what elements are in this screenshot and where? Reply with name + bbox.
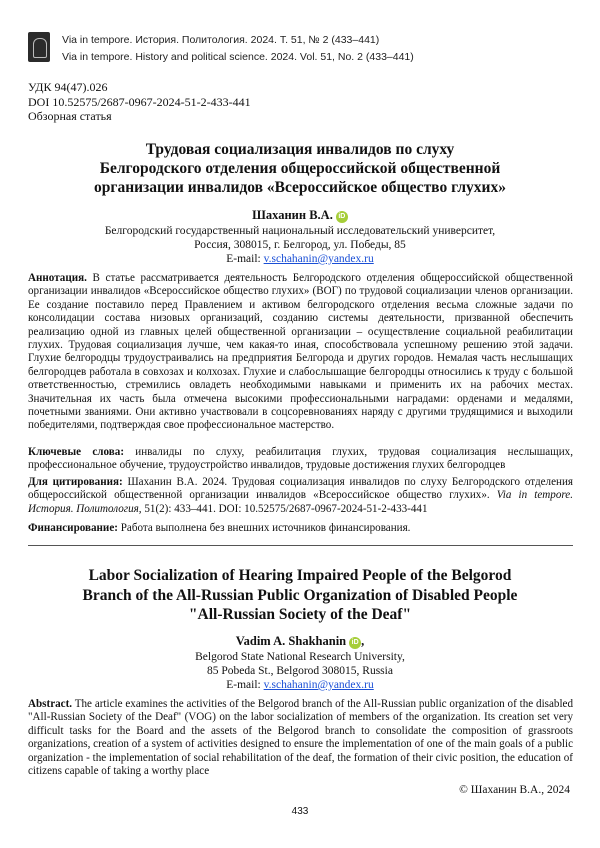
en-author-name: Vadim A. Shakhanin [235,634,347,648]
ru-affil-line: Россия, 308015, г. Белгород, ул. Победы, 85 [194,239,406,251]
ru-title-line: Белгородского отделения общероссийской общественной [99,160,501,177]
udk: УДК 94(47).026 [28,80,108,94]
en-affil-line: 85 Pobeda St., Belgorod 308015, Russia [207,665,393,677]
ru-citation-rest: 51(2): 433–441. DOI: 10.52575/2687-0967-2024-51-2-433-441 [141,502,428,515]
article-meta [28,80,251,124]
ru-email-label: E-mail: [226,253,264,265]
ru-citation-journal: Via in tempore. История. Политология, [28,489,573,515]
header-line-en: Via in tempore. History and political science. 2024. Vol. 51, No. 2 (433–441) [62,51,414,63]
ru-keywords [28,446,573,473]
ru-citation-label: Для цитирования: [28,476,123,488]
en-email-link[interactable]: v.schahanin@yandex.ru [263,679,374,691]
en-author: Vadim A. Shakhanin iD , [235,634,365,648]
ru-title-line: Трудовая социализация инвалидов по слуху [145,141,455,158]
ru-affil-line: Белгородский государственный национальный исследовательский университет, [104,225,496,237]
en-affil-line: Belgorod State National Research University, [195,651,405,663]
en-title [30,566,570,625]
en-abstract [28,698,573,778]
copyright: © Шаханин В.А., 2024 [459,784,570,796]
ru-abstract-text: В статье рассматривается деятельность Белгородского отделения общероссийской общественной организации инвалидов «Всероссийское общество глухих» (ВОГ) по трудовой социализации членов организации. Ее создание поставило перед Правлением и активом белгородского отделения весьма сложные задачи по консолидации состава низовых организаций, созданию системы деятельности, призванной обеспечить реализацию одной из главных целей общественной организации – осуществление социальной реабилитации глухих. Трудовая социализация лучше, чем какая-то иная, способствовала успешному решению этой задачи. Глухие белгородцы трудоустраивались на предприятия Белгорода и других городов. Немалая часть неслышащих белгородцев работала в совхозах и колхозах. Глухие и слабослышащие белгородцы относились к труду с большой ответственностью, стремились овладеть необходимыми навыками и применить их на рабочих местах. Значительная их часть была отмечена высокими профессиональными наградами: орденами и медалями, почетными званиями. Они активно участвовали в соцсоревнованиях наряду с другими трудящимися и выходили победителями, подтверждая свое профессиональное мастерство. [28,272,573,432]
ru-abstract [28,272,573,433]
ru-citation-text: Шаханин В.А. 2024. Трудовая социализация инвалидов по слуху Белгородского отделения общероссийской общественной организации инвалидов «Всероссийское общество глухих». [28,476,573,502]
ru-title [30,140,570,197]
ru-funding [28,522,573,535]
ru-author-name: Шаханин В.А. [252,208,333,222]
ru-abstract-label: Аннотация. [28,272,87,284]
en-abstract-text: The article examines the activities of the Belgorod branch of the All-Russian public organization of the disabled "All-Russian Society of the Deaf" (VOG) on the labor socialization of members of the organization. Its creation set very difficult tasks for the Board and the assets of the Belgorod branch to consolidate the composition of grassroots organizations, creation of a system of activities designed to ensure the implementation of one of the main goals of a public organization - the implementation of social rehabilitation of the deaf, the formation of their civic position, the education of citizens capable of taking a worthy place [28,698,573,778]
orcid-icon[interactable]: iD [336,211,348,223]
header-line-ru: Via in tempore. История. Политология. 2024. Т. 51, № 2 (433–441) [62,34,380,46]
orcid-icon[interactable]: iD [349,637,361,649]
ru-title-line: организации инвалидов «Всероссийское общество глухих» [94,179,506,196]
ru-affiliation [30,224,570,266]
journal-header [28,30,568,70]
ru-keywords-label: Ключевые слова: [28,446,125,458]
ru-author [30,208,570,223]
en-title-line: Branch of the All-Russian Public Organization of Disabled People [82,586,518,604]
ru-funding-label: Финансирование: [28,522,118,534]
en-email-line [30,678,570,692]
en-title-line: "All-Russian Society of the Deaf" [188,606,412,623]
section-divider [28,545,573,546]
article-type: Обзорная статья [28,109,112,123]
en-title-line: Labor Socialization of Hearing Impaired People of the Belgorod [88,567,512,584]
en-abstract-label: Abstract. [28,698,73,710]
ru-keywords-text: инвалиды по слуху, реабилитация глухих, трудовая социализация неслышащих, профессиональное обучение, трудоустройство инвалидов, трудовые достижения глухих белгородцев [28,446,573,472]
en-email-label: E-mail: [226,679,264,691]
ru-email-line [30,252,570,266]
ru-funding-text: Работа выполнена без внешних источников финансирования. [117,522,411,534]
en-affiliation [30,650,570,692]
ru-email-link[interactable]: v.schahanin@yandex.ru [263,253,374,265]
ru-citation [28,476,573,516]
page-number: 433 [291,806,309,817]
journal-logo-icon [28,32,50,62]
doi: DOI 10.52575/2687-0967-2024-51-2-433-441 [28,94,251,109]
